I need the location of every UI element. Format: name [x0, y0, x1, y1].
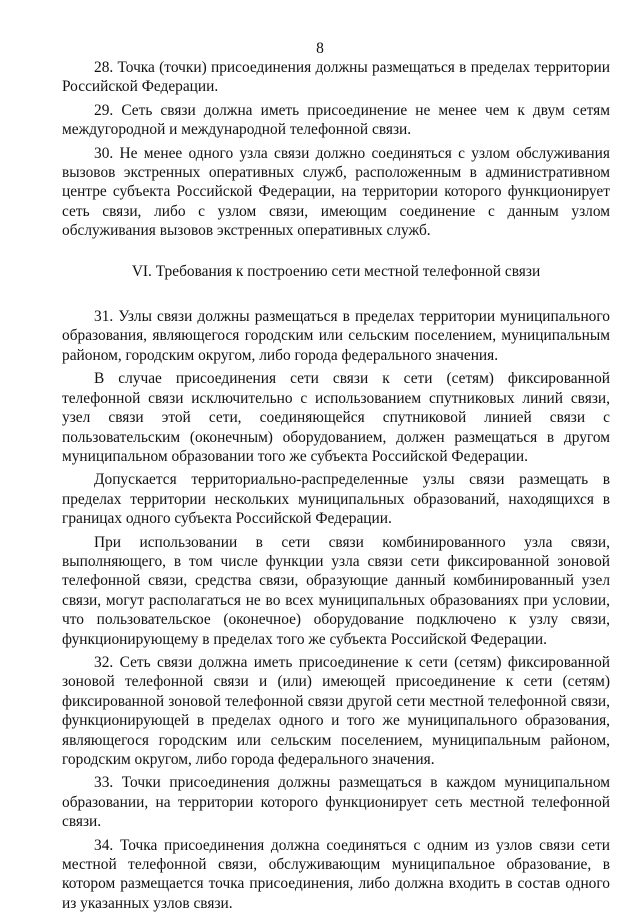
paragraph-31-distributed: Допускается территориально-распределенные узлы связи размещать в пределах территории нескольких муниципальных образований, находящихся в границах одного субъекта Российской Федерации. — [62, 471, 610, 528]
paragraph-32: 32. Сеть связи должна иметь присоединение к сети (сетям) фиксированной зоновой телефонной связи и (или) имеющей присоединение к сети (сетям) фиксированной зоновой телефонной связи другой сети местной телефонной связи, функционирующей в пределах одного и того же муниципального образования, являющегося городским или сельским поселением, муниципальным районом, городским округом, либо города федерального значения. — [62, 653, 610, 768]
page-number: 8 — [316, 40, 324, 57]
paragraph-31-satellite: В случае присоединения сети связи к сети (сетям) фиксированной телефонной связи исключительно с использованием спутниковых линий связи, узел связи этой сети, соединяющейся спутниковой линией связи с пользовательским (оконечным) оборудованием, должен размещаться в другом муниципальном образовании того же субъекта Российской Федерации. — [62, 370, 610, 465]
paragraph-30: 30. Не менее одного узла связи должно соединяться с узлом обслуживания вызовов экстренных оперативных служб, расположенным в административном центре субъекта Российской Федерации, на территории которого функционирует сеть связи, либо с узлом связи, имеющим соединение с данным узлом обслуживания вызовов экстренных оперативных служб. — [62, 144, 610, 240]
paragraph-34: 34. Точка присоединения должна соединяться с одним из узлов связи сети местной телефонной связи, обслуживающим муниципальное образование, в котором размещается точка присоединения, либо должна входить в состав одного из указанных узлов связи. — [62, 836, 610, 912]
paragraph-31: 31. Узлы связи должны размещаться в пределах территории муниципального образования, являющегося городским или сельским поселением, муниципальным районом, городским округом, либо города федерального значения. — [62, 308, 610, 364]
paragraph-31-combined-node: При использовании в сети связи комбинированного узла связи, выполняющего, в том числе функции узла связи сети фиксированной зоновой телефонной связи, средства связи, образующие данный комбинированный узел связи, могут располагаться не во всех муниципальных образованиях при условии, что пользовательское (оконечное) оборудование подключено к узлу связи, функционирующему в пределах того же субъекта Российской Федерации. — [62, 533, 610, 648]
section-heading: VI. Требования к построению сети местной телефонной связи — [131, 262, 541, 280]
paragraph-29: 29. Сеть связи должна иметь присоединение не менее чем к двум сетям междугородной и международной телефонной связи. — [62, 101, 610, 139]
paragraph-33: 33. Точки присоединения должны размещаться в каждом муниципальном образовании, на территории которого функционирует сеть местной телефонной связи. — [62, 774, 610, 831]
document-body — [62, 58, 610, 917]
paragraph-28: 28. Точка (точки) присоединения должны размещаться в пределах территории Российской Федерации. — [62, 59, 610, 96]
